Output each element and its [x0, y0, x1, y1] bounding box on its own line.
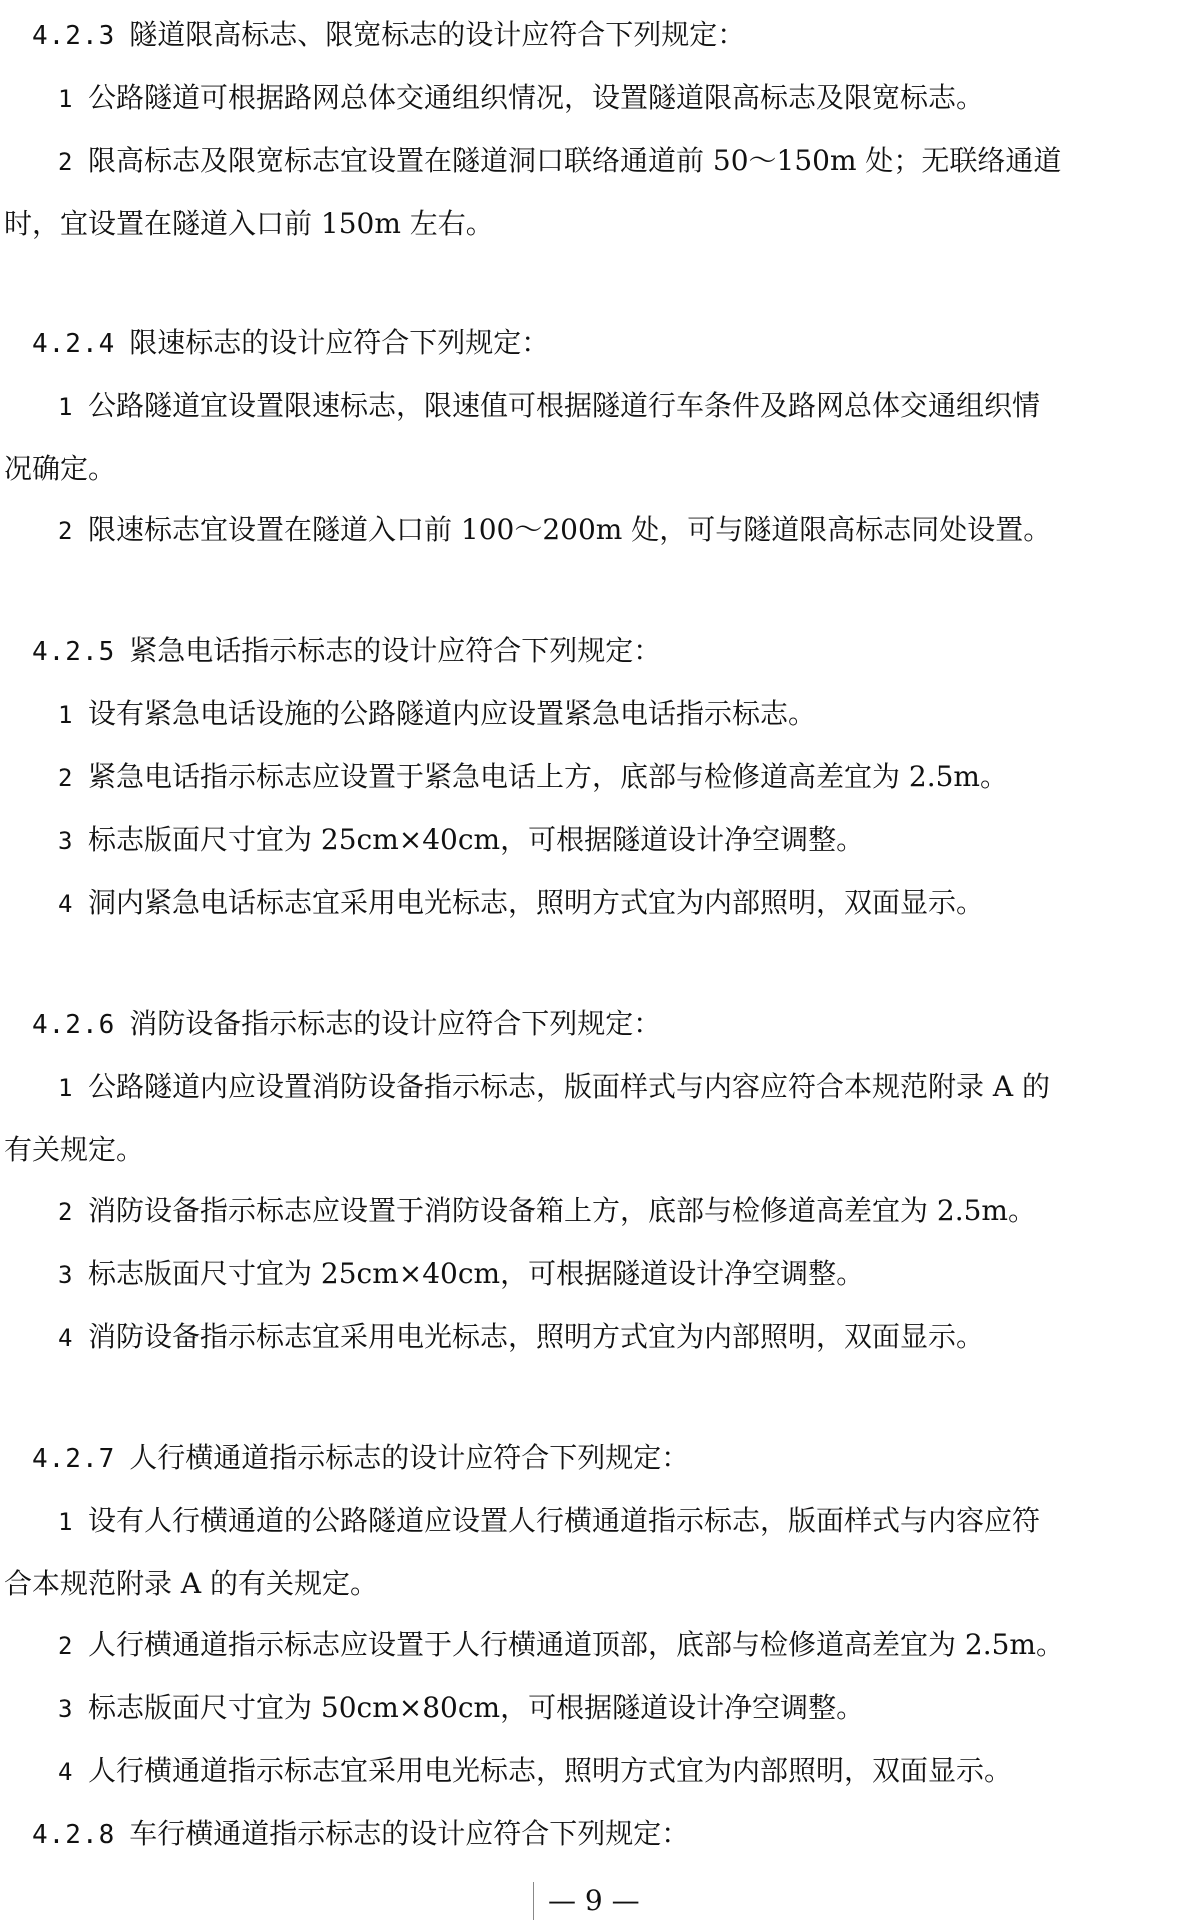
- clause-item: [4, 1740, 1194, 1803]
- clause-title: 消防设备指示标志的设计应符合下列规定：: [129, 1007, 662, 1040]
- clause-heading: [4, 1803, 1194, 1866]
- clause-title: 限速标志的设计应符合下列规定：: [129, 326, 550, 359]
- item-text: 洞内紧急电话标志宜采用电光标志，照明方式宜为内部照明，双面显示。: [88, 886, 985, 919]
- item-text: 人行横通道指示标志宜采用电光标志，照明方式宜为内部照明，双面显示。: [88, 1754, 1013, 1787]
- page-number: — 9 —: [548, 1884, 640, 1917]
- clause-item: [4, 683, 1194, 746]
- item-text: 标志版面尺寸宜为 25cm×40cm，可根据隧道设计净空调整。: [88, 823, 865, 856]
- item-text-continued: 时，宜设置在隧道入口前 150m 左右。: [4, 207, 494, 240]
- page-footer: [0, 1882, 1200, 1920]
- item-text: 公路隧道可根据路网总体交通组织情况，设置隧道限高标志及限宽标志。: [88, 81, 985, 114]
- clause-item: [4, 67, 1194, 130]
- clause-item: [4, 809, 1194, 872]
- item-text: 人行横通道指示标志应设置于人行横通道顶部，底部与检修道高差宜为 2.5m。: [88, 1628, 1064, 1661]
- clause-number: 4.2.3: [32, 21, 116, 51]
- clause-number: 4.2.4: [32, 329, 116, 359]
- item-number: 2: [58, 1198, 73, 1226]
- clause-item: [4, 746, 1194, 809]
- item-text: 限高标志及限宽标志宜设置在隧道洞口联络通道前 50～150m 处；无联络通道: [88, 144, 1062, 177]
- clause-item: [4, 1490, 1194, 1553]
- document-body: [4, 4, 1194, 1866]
- item-number: 3: [58, 1695, 73, 1723]
- clause-title: 人行横通道指示标志的设计应符合下列规定：: [129, 1441, 690, 1474]
- item-number: 1: [58, 1074, 73, 1102]
- clause-number: 4.2.7: [32, 1444, 116, 1474]
- clause-title: 车行横通道指示标志的设计应符合下列规定：: [129, 1817, 690, 1850]
- footer-divider: [533, 1882, 534, 1920]
- clause-heading: [4, 993, 1194, 1056]
- item-number: 1: [58, 393, 73, 421]
- item-text: 限速标志宜设置在隧道入口前 100～200m 处，可与隧道限高标志同处设置。: [88, 513, 1052, 546]
- item-number: 2: [58, 1632, 73, 1660]
- item-text: 公路隧道宜设置限速标志，限速值可根据隧道行车条件及路网总体交通组织情: [88, 389, 1041, 422]
- item-number: 4: [58, 1324, 73, 1352]
- clause-heading: [4, 1427, 1194, 1490]
- clause-item: [4, 1243, 1194, 1306]
- item-number: 1: [58, 701, 73, 729]
- clause-number: 4.2.5: [32, 637, 116, 667]
- item-number: 4: [58, 1758, 73, 1786]
- item-text: 设有紧急电话设施的公路隧道内应设置紧急电话指示标志。: [88, 697, 817, 730]
- clause-item: [4, 1614, 1194, 1677]
- item-number: 1: [58, 1508, 73, 1536]
- item-text-continued: 况确定。: [4, 452, 117, 485]
- item-number: 1: [58, 85, 73, 113]
- item-text-continued: 合本规范附录 A 的有关规定。: [4, 1567, 379, 1600]
- item-text: 标志版面尺寸宜为 25cm×40cm，可根据隧道设计净空调整。: [88, 1257, 865, 1290]
- item-number: 2: [58, 517, 73, 545]
- item-text-continued: 有关规定。: [4, 1133, 145, 1166]
- clause-section: [4, 1427, 1194, 1803]
- clause-item: [4, 1056, 1194, 1119]
- clause-item: [4, 375, 1194, 438]
- clause-section: [4, 4, 1194, 254]
- item-text: 消防设备指示标志宜采用电光标志，照明方式宜为内部照明，双面显示。: [88, 1320, 985, 1353]
- item-text: 紧急电话指示标志应设置于紧急电话上方，底部与检修道高差宜为 2.5m。: [88, 760, 1008, 793]
- item-text: 标志版面尺寸宜为 50cm×80cm，可根据隧道设计净空调整。: [88, 1691, 865, 1724]
- clause-item: [4, 1306, 1194, 1369]
- item-number: 3: [58, 827, 73, 855]
- item-number: 3: [58, 1261, 73, 1289]
- clause-number: 4.2.6: [32, 1010, 116, 1040]
- clause-item: [4, 1180, 1194, 1243]
- clause-title: 隧道限高标志、限宽标志的设计应符合下列规定：: [129, 18, 746, 51]
- clause-heading: [4, 620, 1194, 683]
- item-text: 公路隧道内应设置消防设备指示标志，版面样式与内容应符合本规范附录 A 的: [88, 1070, 1051, 1103]
- item-text: 消防设备指示标志应设置于消防设备箱上方，底部与检修道高差宜为 2.5m。: [88, 1194, 1036, 1227]
- clause-section: [4, 993, 1194, 1369]
- clause-item: [4, 130, 1194, 193]
- clause-section: [4, 1803, 1194, 1866]
- clause-number: 4.2.8: [32, 1820, 116, 1850]
- clause-section: [4, 620, 1194, 935]
- clause-section: [4, 312, 1194, 562]
- clause-item: [4, 1677, 1194, 1740]
- clause-item: [4, 499, 1194, 562]
- clause-item: [4, 872, 1194, 935]
- item-number: 4: [58, 890, 73, 918]
- clause-title: 紧急电话指示标志的设计应符合下列规定：: [129, 634, 662, 667]
- clause-heading: [4, 4, 1194, 67]
- item-text: 设有人行横通道的公路隧道应设置人行横通道指示标志，版面样式与内容应符: [88, 1504, 1041, 1537]
- item-number: 2: [58, 764, 73, 792]
- item-number: 2: [58, 148, 73, 176]
- clause-heading: [4, 312, 1194, 375]
